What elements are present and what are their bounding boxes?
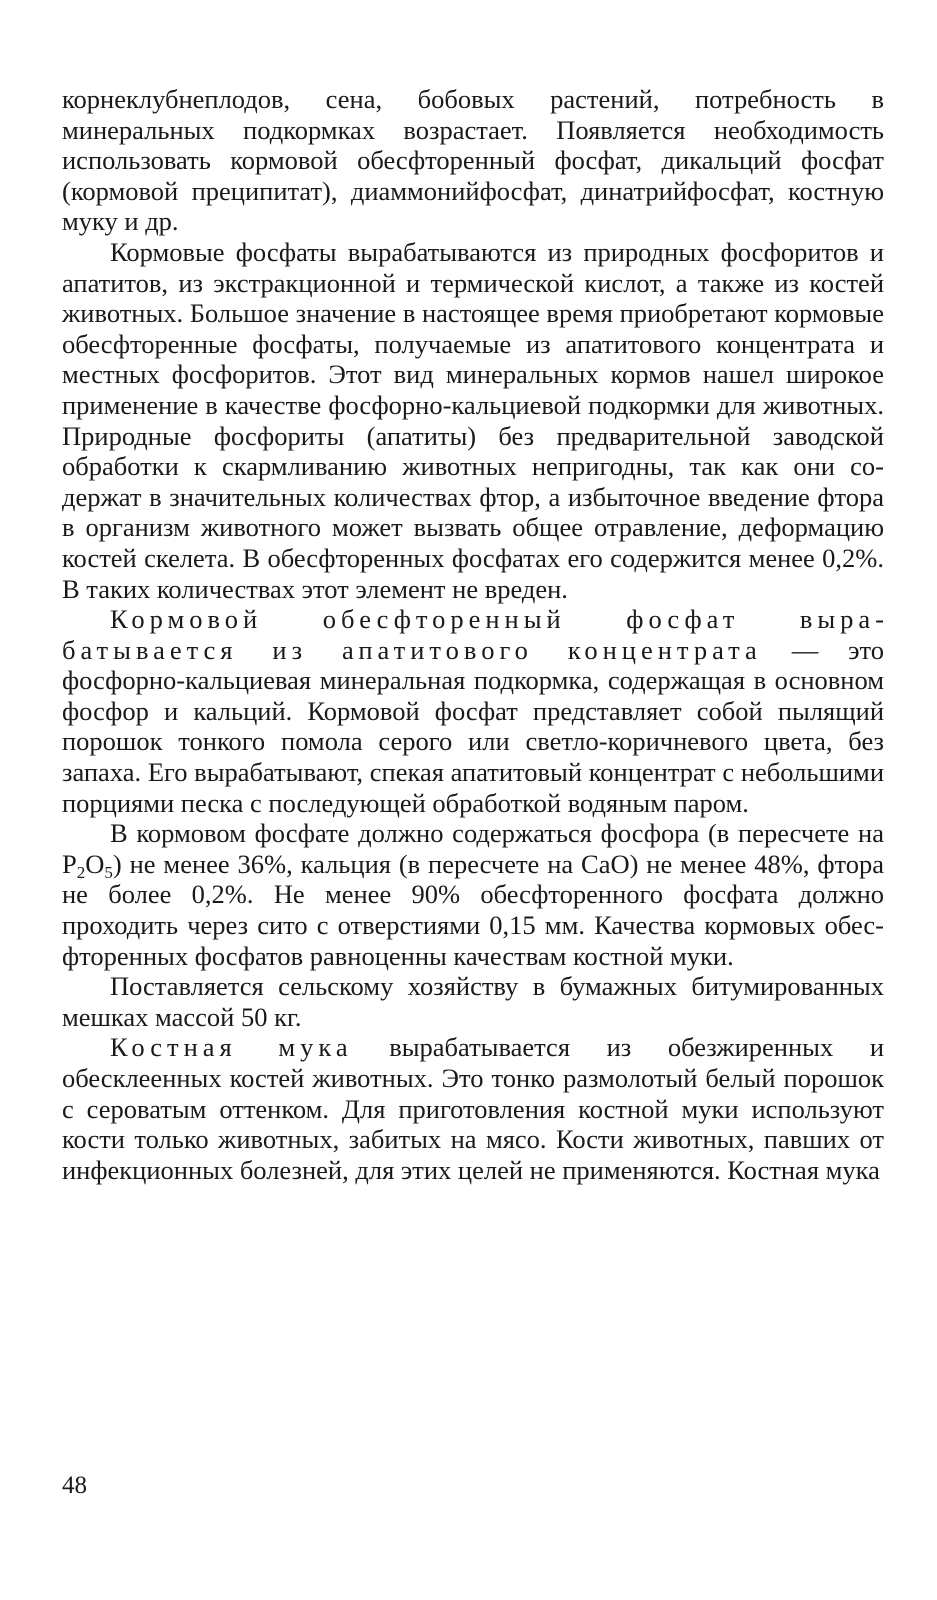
page-number: 48 (62, 1472, 87, 1499)
paragraph-intro (62, 84, 884, 237)
paragraph-feed-phosphates (62, 237, 884, 604)
paragraph-text: Кормовые фосфаты вырабатываются из природных фосфоритов и апатитов, из экстракционной и термической кислот, а также из костей животных. Большое значение в настоящее время приобретают кормовые обесфторенные фосфаты, получаемые из апатитового концентрата и местных фосфоритов. Этот вид минеральных кормов нашел широкое применение в качестве фосфорно-кальциевой подкормки для животных. Природные фосфориты (апатиты) без предварительной заводской обработки к скармливанию животных непригодны, так как они содержат в значительных количествах фтор, а избыточное введение фтора в организм животного может вызвать общее отравление, деформацию костей скелета. В обесфторенных фосфатах его содержится менее 0,2%. В таких количествах этот элемент не вреден. (62, 236, 884, 604)
term-heading: Кормовой обесфторенный фосфат вырабатывается из апатитового концентрата (62, 604, 884, 665)
subscript: 5 (104, 862, 113, 882)
paragraph-composition (62, 818, 884, 971)
paragraph-text: корнеклубнеплодов, сена, бобовых растений, потребность в минеральных подкормках возрастает. Появляется необходимость использовать кормовой обесфторенный фосфат, дикальций фосфат (кормовой преципитат), диаммонийфосфат, динатрийфосфат, костную муку и др. (62, 84, 884, 237)
paragraph-text: O (85, 848, 105, 879)
paragraph-delivery (62, 971, 884, 1032)
paragraph-text: вырабатывается из обезжиренных и обесклеенных костей животных. Это тонко размолотый белый порошок с сероватым оттенком. Для приготовления костной муки используют кости только животных, забитых на мясо. Кости животных, павших от инфекционных болезней, для этих целей не применяются. Костная мука (62, 1032, 884, 1185)
paragraph-bone-meal (62, 1032, 884, 1185)
term-heading: Костная мука (110, 1032, 353, 1063)
paragraph-text: ) не менее 36%, кальция (в пересчете на CaO) не менее 48%, фтора не более 0,2%. Не менее 90% обесфторенного фосфата должно проходить через сито с отверстиями 0,15 мм. Качества кормовых обесфторенных фосфатов равноценны качествам костной муки. (62, 848, 884, 971)
paragraph-text: Поставляется сельскому хозяйству в бумажных битумированных мешках массой 50 кг. (62, 971, 884, 1032)
subscript: 2 (76, 862, 86, 882)
paragraph-text: — это фосфорно-кальциевая минеральная подкормка, содержащая в основном фосфор и кальций. Кормовой фосфат представляет собой пылящий порошок тонкого помола серого или светло-коричневого цвета, без запаха. Его вырабатывают, спекая апатитовый концентрат с небольшими порциями песка с последующей обработкой водяным паром. (62, 634, 884, 818)
paragraph-text: В кормовом фосфате должно содержаться фосфора (в пересчете на P (62, 818, 884, 879)
page-body (62, 84, 884, 1185)
paragraph-defluorinated-phosphate (62, 604, 884, 818)
